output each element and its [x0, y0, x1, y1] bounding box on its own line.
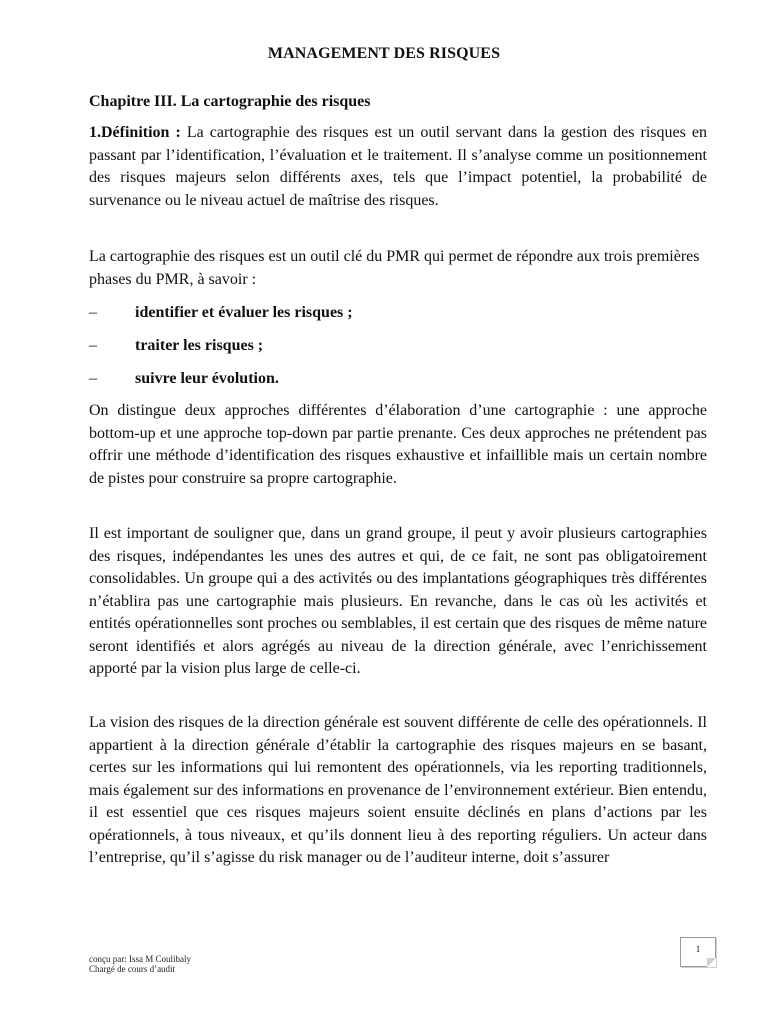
footer [89, 954, 191, 974]
definition-text: La cartographie des risques est un outil servant dans la gestion des risques en passant par l’identification, l’évaluation et le traitement. Il s’analyse comme un positionnement des risques majeurs selon différents axes, tels que l’impact potentiel, la probabilité de survenance ou le niveau actuel de maîtrise des risques. [89, 124, 707, 209]
list-dash: – [89, 337, 97, 354]
paragraph-pmr: La cartographie des risques est un outil clé du PMR qui permet de répondre aux trois premières phases du PMR, à savoir : [89, 248, 700, 288]
list-item-text: suivre leur évolution. [135, 370, 279, 387]
definition-paragraph [89, 122, 707, 212]
list-item-text: identifier et évaluer les risques ; [135, 304, 353, 321]
chapter-heading: Chapitre III. La cartographie des risques [89, 93, 371, 110]
list-item-text: traiter les risques ; [135, 337, 264, 354]
footer-author: conçu par: Issa M Coulibaly [89, 954, 191, 964]
document-title: MANAGEMENT DES RISQUES [267, 45, 501, 62]
paragraph-vision: La vision des risques de la direction générale est souvent différente de celle des opérationnels. Il appartient à la direction générale d’établir la cartographie des risques majeurs en se basant, certes sur les informations qui lui remontent des opérationnels, via les reporting traditionnels, mais également sur des informations en provenance de l’environnement extérieur. Bien entendu, il est essentiel que ces risques majeurs soient ensuite déclinés en plans d’actions par les opérationnels, à tous niveaux, et qu’ils donnent lieu à des reporting réguliers. Un acteur dans l’entreprise, qu’il s’agisse du risk manager ou de l’auditeur interne, doit s’assurer [89, 714, 707, 866]
list-dash: – [89, 304, 97, 321]
paragraph-approaches: On distingue deux approches différentes d’élaboration d’une cartographie : une approche bottom-up et une approche top-down par partie prenante. Ces deux approches ne prétendent pas offrir une méthode d’identification des risques exhaustive et infaillible mais un certain nombre de pistes pour construire sa propre cartographie. [89, 402, 707, 487]
list-dash: – [89, 370, 97, 387]
page-curl-icon [707, 958, 716, 967]
footer-role: Chargé de cours d’audit [89, 964, 176, 974]
definition-label: 1.Définition : [89, 124, 181, 141]
page-number-box [680, 937, 716, 967]
page-number: 1 [695, 944, 701, 954]
paragraph-group: Il est important de souligner que, dans un grand groupe, il peut y avoir plusieurs cartographies des risques, indépendantes les unes des autres et qui, de ce fait, ne sont pas obligatoirement consolidables. Un groupe qui a des activités ou des implantations géographiques très différentes n’établira pas une cartographie mais plusieurs. En revanche, dans le cas où les activités et entités opérationnelles sont proches ou semblables, il est certain que des risques de même nature seront identifiés et alors agrégés au niveau de la direction générale, avec l’enrichissement apporté par la vision plus large de celle-ci. [89, 525, 707, 677]
